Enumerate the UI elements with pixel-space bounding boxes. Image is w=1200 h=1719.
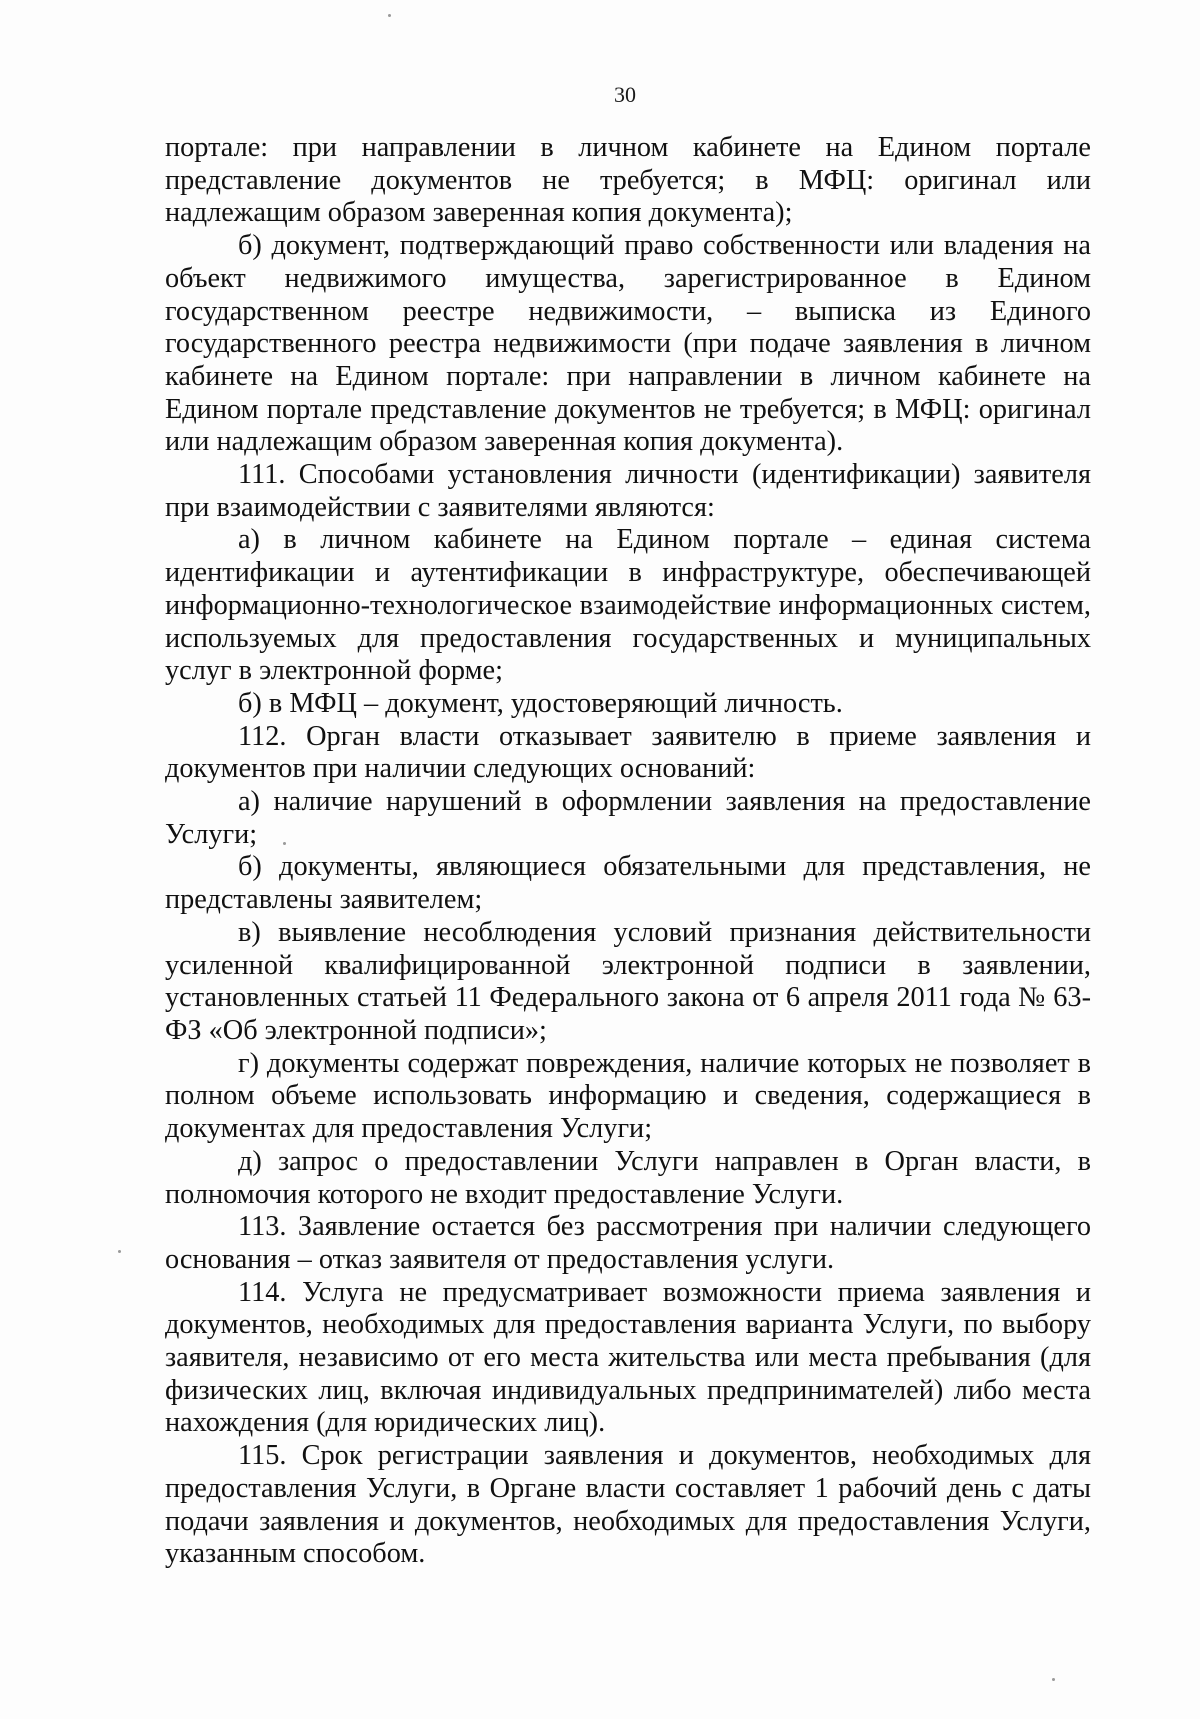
scan-speck <box>283 842 286 845</box>
document-body <box>165 132 1091 1571</box>
paragraph-111: 111. Способами установления личности (идентификации) заявителя при взаимодействии с заявителями являются: <box>165 459 1091 523</box>
scan-speck <box>118 1250 121 1253</box>
paragraph-112-b: б) документы, являющиеся обязательными для представления, не представлены заявителем; <box>165 851 1091 916</box>
scan-speck <box>388 14 391 17</box>
paragraph-111-b: б) в МФЦ – документ, удостоверяющий личность. <box>238 687 843 719</box>
paragraph-112-g: г) документы содержат повреждения, наличие которых не позволяет в полном объеме использовать информацию и сведения, содержащиеся в документах для предоставления Услуги; <box>165 1047 1091 1145</box>
scan-speck <box>1052 1678 1055 1681</box>
paragraph-112-v: в) выявление несоблюдения условий признания действительности усиленной квалифицированной электронной подписи в заявлении, установленных статьей 11 Федерального закона от 6 апреля 2011 года № 63-ФЗ «Об электронной подписи»; <box>165 916 1091 1046</box>
paragraph-114: 114. Услуга не предусматривает возможности приема заявления и документов, необходимых для предоставления варианта Услуги, по выбору заявителя, независимо от его места жительства или места пребывания (для физических лиц, включая индивидуальных предпринимателей) либо места нахождения (для юридических лиц). <box>165 1276 1091 1439</box>
paragraph-112-a: а) наличие нарушений в оформлении заявления на предоставление Услуги; <box>165 786 1091 850</box>
paragraph-continuation: портале: при направлении в личном кабинете на Едином портале представление документов не требуется; в МФЦ: оригинал или надлежащим образом заверенная копия документа); <box>165 132 1091 229</box>
paragraph-112: 112. Орган власти отказывает заявителю в приеме заявления и документов при наличии следующих оснований: <box>165 720 1091 785</box>
paragraph-111-a: а) в личном кабинете на Едином портале – единая система идентификации и аутентификации в инфраструктуре, обеспечивающей информационно-технологическое взаимодействие информационных систем, используемых для предоставления государственных и муниципальных услуг в электронной форме; <box>165 524 1091 687</box>
page-number: 30 <box>614 82 636 107</box>
paragraph-112-d: д) запрос о предоставлении Услуги направлен в Орган власти, в полномочия которого не входит предоставление Услуги. <box>165 1145 1091 1210</box>
paragraph-113: 113. Заявление остается без рассмотрения при наличии следующего основания – отказ заявителя от предоставления услуги. <box>165 1211 1091 1275</box>
paragraph-item-b-ownership-document: б) документ, подтверждающий право собственности или владения на объект недвижимого имущества, зарегистрированное в Едином государственном реестре недвижимости, – выписка из Единого государственного реестра недвижимости (при подаче заявления в личном кабинете на Едином портале: при направлении в личном кабинете на Едином портале представление документов не требуется; в МФЦ: оригинал или надлежащим образом заверенная копия документа). <box>165 230 1091 458</box>
paragraph-115: 115. Срок регистрации заявления и документов, необходимых для предоставления Услуги, в Органе власти составляет 1 рабочий день с даты подачи заявления и документов, необходимых для предоставления Услуги, указанным способом. <box>165 1440 1091 1570</box>
